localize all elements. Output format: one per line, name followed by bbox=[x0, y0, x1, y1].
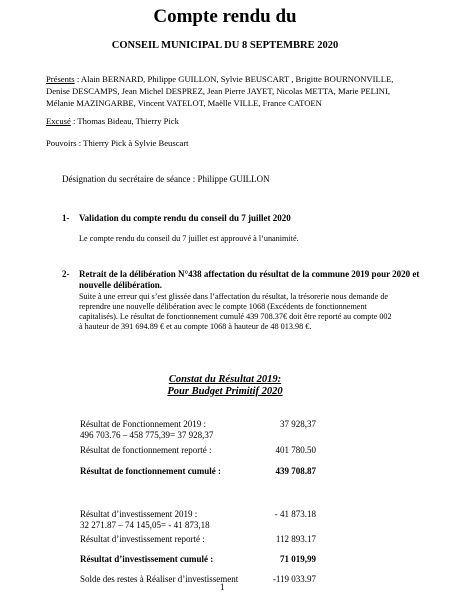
result-value: 71 019,99 bbox=[280, 554, 316, 564]
result-label: 32 271.87 – 74 145,05= - 41 873,18 bbox=[80, 520, 210, 530]
item-2-number: 2- bbox=[62, 269, 70, 279]
result-label: Résultat d’investissement reporté : bbox=[80, 534, 205, 544]
presents-line-2: Denise DESCAMPS, Jean Michel DESPREZ, Jean Pierre JAYET, Nicolas METTA, Marie PELINI, bbox=[46, 86, 390, 96]
presents-line-3: Mélanie MAZINGARBE, Vincent VATELOT, Maëlle VILLE, France CATOEN bbox=[46, 98, 322, 108]
result-value: 439 708.87 bbox=[275, 466, 316, 476]
result-value: 112 893.17 bbox=[275, 534, 316, 544]
result-value: 37 928,37 bbox=[280, 419, 316, 429]
result-label: Résultat de fonctionnement cumulé : bbox=[80, 466, 221, 476]
item-2-text-line-1: Suite à une erreur qui s’est glissée dans l’affectation du résultat, la trésorerie nous demande de bbox=[79, 292, 389, 301]
result-label: Résultat d’investissement cumulé : bbox=[80, 554, 214, 564]
item-2-text-line-3: capitalisés). Le résultat de fonctionnement cumulé 439 708.37€ doit être reporté au compte 002 bbox=[79, 312, 392, 321]
result-value: - 41 873.18 bbox=[274, 509, 316, 519]
result-label: Résultat de fonctionnement reporté : bbox=[80, 445, 212, 455]
result-label: Résultat d’investissement 2019 : bbox=[80, 509, 198, 519]
pouvoirs-line: Pouvoirs : Thierry Pick à Sylvie Beuscart bbox=[46, 138, 189, 148]
meeting-subtitle: CONSEIL MUNICIPAL DU 8 SEPTEMBRE 2020 bbox=[111, 40, 339, 51]
presents-label: Présents bbox=[46, 74, 75, 84]
presents-names-1: : Alain BERNARD, Philippe GUILLON, Sylvie BEUSCART , Brigitte BOURNONVILLE, bbox=[76, 74, 394, 84]
item-2-heading-line-2: nouvelle délibération. bbox=[79, 280, 162, 290]
excused-line bbox=[46, 116, 179, 128]
document-title: Compte rendu du bbox=[153, 6, 297, 27]
presents-line-1 bbox=[46, 74, 393, 86]
constat-title-line-2: Pour Budget Primitif 2020 bbox=[167, 386, 283, 397]
result-label: 496 703.76 – 458 775,39= 37 928,37 bbox=[80, 430, 214, 440]
constat-title-line-1: Constat du Résultat 2019: bbox=[168, 374, 282, 385]
excused-label: Excusé bbox=[46, 116, 71, 126]
item-2-text-line-4: à hauteur de 391 694.89 € et au compte 1068 à hauteur de 48 013.98 €. bbox=[79, 322, 312, 331]
item-1-number: 1- bbox=[62, 213, 70, 223]
result-value: 401 780.50 bbox=[275, 445, 316, 455]
constat-title bbox=[0, 374, 450, 398]
result-label: Solde des restes à Réaliser d’investissement bbox=[80, 574, 239, 584]
item-2-text-line-2: reprendre une nouvelle délibération avec le compte 1068 (Excédents de fonctionnement bbox=[79, 302, 367, 311]
item-1-heading: Validation du compte rendu du conseil du 7 juillet 2020 bbox=[79, 213, 291, 223]
excused-names: : Thomas Bideau, Thierry Pick bbox=[72, 116, 179, 126]
item-1-text: Le compte rendu du conseil du 7 juillet est approuvé à l’unanimité. bbox=[79, 234, 299, 243]
page-number: 1 bbox=[220, 582, 225, 592]
result-label: Résultat de Fonctionnement 2019 : bbox=[80, 419, 206, 429]
item-2-heading-line-1: Retrait de la délibération N°438 affectation du résultat de la commune 2019 pour 2020 et bbox=[79, 269, 420, 279]
result-value: -119 033.97 bbox=[272, 574, 316, 584]
secretary-line: Désignation du secrétaire de séance : Philippe GUILLON bbox=[62, 174, 270, 184]
